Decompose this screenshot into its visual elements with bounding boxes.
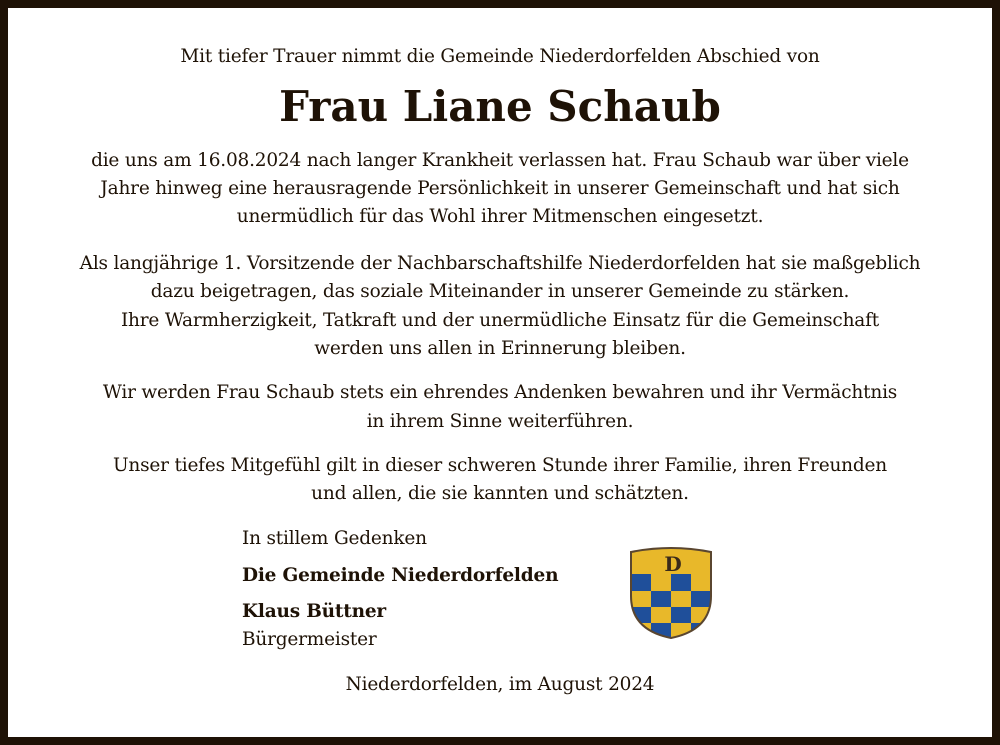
paragraph-line: Unser tiefes Mitgefühl gilt in dieser schweren Stunde ihrer Familie, ihren Freunden [113,455,887,476]
paragraph-line: Als langjährige 1. Vorsitzende der Nachbarschaftshilfe Niederdorfelden hat sie maßgeblich [79,253,921,274]
paragraph-line: Wir werden Frau Schaub stets ein ehrendes Andenken bewahren und ihr Vermächtnis [102,382,898,403]
paragraph-line: Ihre Warmherzigkeit, Tatkraft und der unermüdliche Einsatz für die Gemeinschaft [120,310,880,331]
paragraph-line: dazu beigetragen, das soziale Miteinander in unserer Gemeinde zu stärken. [150,281,850,302]
paragraph-line: und allen, die sie kannten und schätzten. [311,483,689,504]
paragraph-line: werden uns allen in Erinnerung bleiben. [314,338,686,359]
intro-text: Mit tiefer Trauer nimmt die Gemeinde Niederdorfelden Abschied von [180,46,820,67]
paragraph-line: Jahre hinweg eine herausragende Persönlichkeit in unserer Gemeinschaft und hat sich [100,178,900,199]
svg-text:D: D [664,552,682,576]
paragraph-line: in ihrem Sinne weiterführen. [366,411,634,432]
paragraph-line: unermüdlich für das Wohl ihrer Mitmenschen eingesetzt. [236,206,764,227]
deceased-name: Frau Liane Schaub [279,82,721,131]
organization-name: Die Gemeinde Niederdorfelden [242,565,559,586]
place-date: Niederdorfelden, im August 2024 [345,674,655,695]
closing-text: In stillem Gedenken [242,528,427,549]
coat-of-arms-icon [628,546,714,640]
signer-role: Bürgermeister [242,629,377,650]
paragraph-line: die uns am 16.08.2024 nach langer Krankheit verlassen hat. Frau Schaub war über viele [91,150,909,171]
signer-name: Klaus Büttner [242,601,386,622]
